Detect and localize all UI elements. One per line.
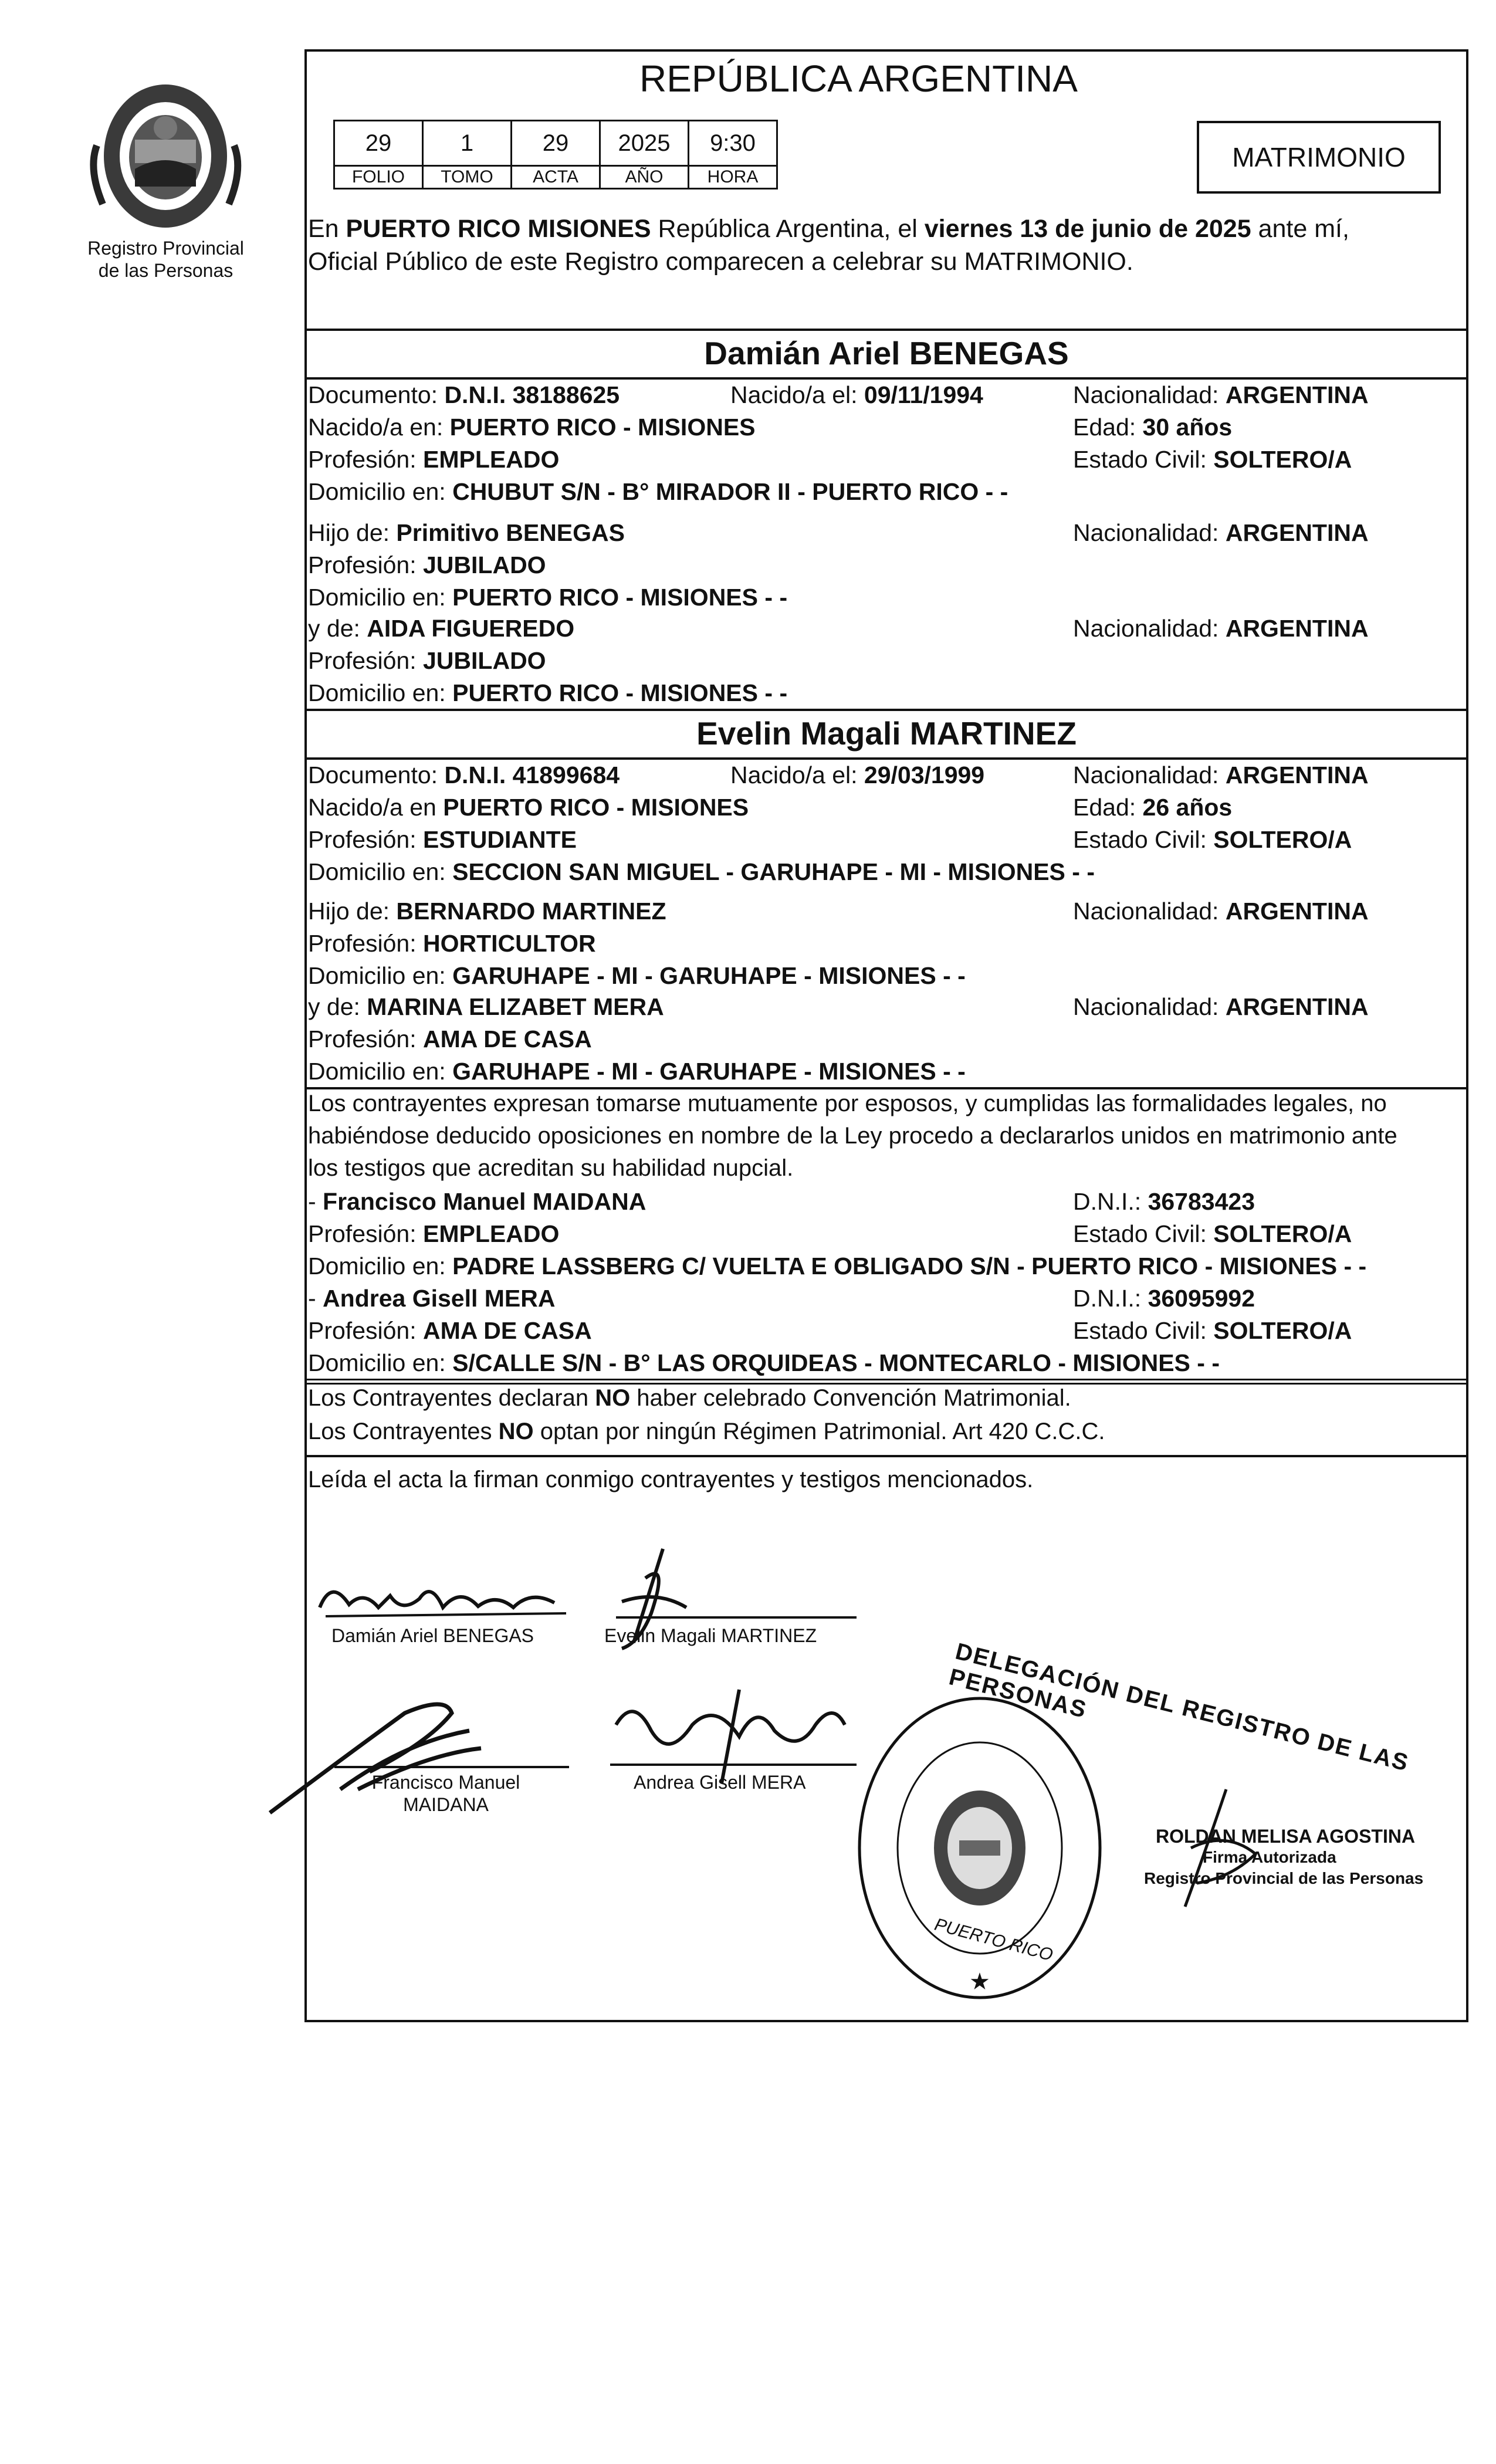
province-seal	[79, 75, 252, 233]
spouse2-civil-status	[1073, 825, 1352, 854]
value: CHUBUT S/N - B° MIRADOR II - PUERTO RICO - -	[452, 478, 1008, 505]
value: 26 años	[1142, 794, 1233, 821]
value: AIDA FIGUEREDO	[367, 615, 575, 642]
value: 29/03/1999	[864, 761, 985, 788]
label: Nacido/a en	[308, 794, 444, 821]
label: D.N.I.:	[1073, 1188, 1148, 1215]
witness2-address	[308, 1348, 1220, 1377]
value: Francisco Manuel MAIDANA	[323, 1188, 647, 1215]
label: Domicilio en:	[308, 1253, 453, 1280]
label: Nacido/a el:	[730, 381, 864, 408]
label: D.N.I.:	[1073, 1285, 1148, 1312]
value: SOLTERO/A	[1213, 1220, 1352, 1247]
spouse1-father-nationality	[1073, 518, 1369, 547]
label: Domicilio en:	[308, 962, 453, 989]
acta-value: 29	[512, 121, 600, 166]
value: PADRE LASSBERG C/ VUELTA E OBLIGADO S/N - PUERTO RICO - MISIONES - -	[452, 1253, 1367, 1280]
label: Estado Civil:	[1073, 1220, 1214, 1247]
label: Profesión:	[308, 446, 423, 473]
value: PUERTO RICO - MISIONES	[449, 414, 756, 441]
page-title: REPÚBLICA ARGENTINA	[639, 57, 1078, 100]
spouse2-mother	[308, 992, 664, 1021]
ceremony-place: PUERTO RICO MISIONES	[346, 215, 651, 243]
label: Nacionalidad:	[1073, 615, 1226, 642]
label: Nacionalidad:	[1073, 381, 1226, 408]
registry-caption-1: Registro Provincial	[87, 238, 244, 259]
official-name: ROLDAN MELISA AGOSTINA	[1156, 1826, 1416, 1847]
value: SOLTERO/A	[1213, 446, 1352, 473]
spouse1-age	[1073, 412, 1232, 442]
value: 30 años	[1142, 414, 1233, 441]
declaration-line-1: Los contrayentes expresan tomarse mutuamente por esposos, y cumplidas las formalidades legales, no	[308, 1091, 1387, 1116]
spouse1-father	[308, 518, 625, 547]
registry-table	[333, 120, 778, 189]
label: Nacionalidad:	[1073, 993, 1226, 1020]
value: AMA DE CASA	[423, 1317, 592, 1344]
spouse2-father-address	[308, 961, 966, 990]
official-role: Firma Autorizada	[1203, 1848, 1336, 1866]
signature-spouse1-label: Damián Ariel BENEGAS	[331, 1625, 534, 1646]
value: ESTUDIANTE	[423, 826, 577, 853]
convention-statement	[308, 1383, 1071, 1413]
value: BERNARDO MARTINEZ	[396, 898, 666, 925]
label: Profesión:	[308, 1317, 423, 1344]
signature-witness2-label: Andrea Gisell MERA	[634, 1772, 806, 1793]
intro-text-3: ante mí,	[1251, 215, 1349, 243]
spouse1-mother-profession	[308, 646, 546, 675]
intro-text-1: En	[308, 215, 346, 243]
value: GARUHAPE - MI - GARUHAPE - MISIONES - -	[452, 1058, 966, 1085]
value: 36095992	[1148, 1285, 1255, 1312]
stamp-ring-text: DELEGACIÓN DEL REGISTRO DE LAS PERSONAS	[946, 1638, 1412, 1776]
label: Nacionalidad:	[1073, 761, 1226, 788]
value: MARINA ELIZABET MERA	[367, 993, 664, 1020]
closing-statement: Leída el acta la firman conmigo contrayentes y testigos mencionados.	[308, 1467, 1034, 1492]
value: SECCION SAN MIGUEL - GARUHAPE - MI - MISIONES - -	[452, 858, 1095, 885]
label: Nacionalidad:	[1073, 519, 1226, 546]
spouse2-profession	[308, 825, 577, 854]
spouse2-mother-profession	[308, 1024, 592, 1054]
anio-value: 2025	[600, 121, 689, 166]
divider	[304, 377, 1468, 380]
spouse1-father-profession	[308, 550, 546, 580]
folio-label: FOLIO	[334, 166, 423, 189]
label: Nacionalidad:	[1073, 898, 1226, 925]
spouse2-birthdate	[730, 760, 984, 790]
intro-line-1	[308, 213, 1349, 245]
spouse2-father	[308, 896, 666, 926]
witness1-dni	[1073, 1187, 1255, 1216]
stamp-inner-text: PUERTO RICO	[932, 1914, 1055, 1965]
value: JUBILADO	[423, 551, 546, 578]
bullet: -	[308, 1188, 323, 1215]
regime-statement	[308, 1417, 1105, 1446]
spouse1-father-address	[308, 583, 787, 612]
witness2-dni	[1073, 1284, 1255, 1313]
value: Primitivo BENEGAS	[396, 519, 625, 546]
stamp-star: ★	[969, 1969, 990, 1995]
label: Documento:	[308, 381, 445, 408]
spouse2-mother-nationality	[1073, 992, 1369, 1021]
intro-text-2: República Argentina, el	[651, 215, 925, 243]
label: Domicilio en:	[308, 478, 453, 505]
registry-stamp-icon	[848, 1687, 1112, 2009]
spouse1-name: Damián Ariel BENEGAS	[704, 335, 1069, 371]
witness1-profession	[308, 1219, 559, 1248]
tomo-value: 1	[423, 121, 512, 166]
label: Profesión:	[308, 1025, 423, 1052]
label: Nacido/a en:	[308, 414, 450, 441]
intro-line-2: Oficial Público de este Registro comparecen a celebrar su MATRIMONIO.	[308, 248, 1133, 276]
value: D.N.I. 38188625	[444, 381, 620, 408]
witness2-profession	[308, 1316, 592, 1345]
spouse2-age	[1073, 793, 1232, 822]
negation: NO	[595, 1385, 631, 1411]
divider	[304, 757, 1468, 760]
label: Estado Civil:	[1073, 826, 1214, 853]
spouse1-mother	[308, 614, 574, 643]
value: Andrea Gisell MERA	[323, 1285, 556, 1312]
label: Profesión:	[308, 930, 423, 957]
value: S/CALLE S/N - B° LAS ORQUIDEAS - MONTECARLO - MISIONES - -	[452, 1349, 1220, 1376]
spouse2-father-nationality	[1073, 896, 1369, 926]
anio-label: AÑO	[600, 166, 689, 189]
acta-label: ACTA	[512, 166, 600, 189]
value: ARGENTINA	[1225, 761, 1369, 788]
value: GARUHAPE - MI - GARUHAPE - MISIONES - -	[452, 962, 966, 989]
label: Domicilio en:	[308, 1058, 453, 1085]
label: Domicilio en:	[308, 679, 453, 706]
text: haber celebrado Convención Matrimonial.	[630, 1385, 1071, 1411]
record-type-badge: MATRIMONIO	[1197, 121, 1441, 194]
divider	[304, 1379, 1468, 1380]
label: y de:	[308, 615, 367, 642]
label: Estado Civil:	[1073, 1317, 1214, 1344]
spouse2-birthplace	[308, 793, 749, 822]
value: AMA DE CASA	[423, 1025, 592, 1052]
spouse1-address	[308, 477, 1008, 506]
official-office: Registro Provincial de las Personas	[1144, 1869, 1424, 1887]
hora-value: 9:30	[689, 121, 777, 166]
label: Domicilio en:	[308, 584, 453, 611]
signature-witness1-label-1: Francisco Manuel	[371, 1772, 520, 1793]
witness2-name	[308, 1284, 555, 1313]
spouse1-document	[308, 380, 620, 409]
declaration-line-3: los testigos que acreditan su habilidad nupcial.	[308, 1155, 794, 1181]
spouse1-profession	[308, 445, 559, 474]
label: Hijo de:	[308, 898, 397, 925]
witness1-civil-status	[1073, 1219, 1352, 1248]
negation: NO	[498, 1419, 534, 1444]
value: HORTICULTOR	[423, 930, 596, 957]
divider	[304, 1455, 1468, 1457]
label: Estado Civil:	[1073, 446, 1214, 473]
value: D.N.I. 41899684	[444, 761, 620, 788]
spouse1-nationality	[1073, 380, 1369, 409]
label: Nacido/a el:	[730, 761, 864, 788]
text: Los Contrayentes declaran	[308, 1385, 595, 1411]
divider	[304, 709, 1468, 711]
spouse2-nationality	[1073, 760, 1369, 790]
ceremony-date: viernes 13 de junio de 2025	[924, 215, 1251, 243]
spouse1-civil-status	[1073, 445, 1352, 474]
value: ARGENTINA	[1225, 615, 1369, 642]
value: PUERTO RICO - MISIONES - -	[452, 679, 788, 706]
value: 36783423	[1148, 1188, 1255, 1215]
value: JUBILADO	[423, 647, 546, 674]
signature-spouse2-label: Evelin Magali MARTINEZ	[604, 1625, 817, 1646]
witness2-civil-status	[1073, 1316, 1352, 1345]
value: SOLTERO/A	[1213, 1317, 1352, 1344]
text: optan por ningún Régimen Patrimonial. Art 420 C.C.C.	[533, 1419, 1105, 1444]
value: 09/11/1994	[864, 381, 983, 408]
tomo-label: TOMO	[423, 166, 512, 189]
value: EMPLEADO	[423, 1220, 560, 1247]
spouse2-mother-address	[308, 1057, 966, 1086]
registry-caption-2: de las Personas	[98, 260, 233, 281]
spouse2-document	[308, 760, 620, 790]
text: Los Contrayentes	[308, 1419, 499, 1444]
label: Domicilio en:	[308, 858, 453, 885]
label: Domicilio en:	[308, 1349, 453, 1376]
spouse2-name: Evelin Magali MARTINEZ	[696, 715, 1077, 752]
witness1-address	[308, 1251, 1366, 1281]
label: Profesión:	[308, 647, 423, 674]
label: Profesión:	[308, 826, 423, 853]
value: PUERTO RICO - MISIONES - -	[452, 584, 788, 611]
value: SOLTERO/A	[1213, 826, 1352, 853]
value: PUERTO RICO - MISIONES	[443, 794, 749, 821]
label: Edad:	[1073, 414, 1143, 441]
value: ARGENTINA	[1225, 519, 1369, 546]
spouse2-address	[308, 857, 1095, 886]
value: ARGENTINA	[1225, 993, 1369, 1020]
label: y de:	[308, 993, 367, 1020]
spouse1-birthplace	[308, 412, 756, 442]
spouse1-mother-address	[308, 678, 787, 708]
spouse1-birthdate	[730, 380, 983, 409]
hora-label: HORA	[689, 166, 777, 189]
value: EMPLEADO	[423, 446, 560, 473]
divider	[304, 329, 1468, 331]
value: ARGENTINA	[1225, 898, 1369, 925]
label: Profesión:	[308, 1220, 423, 1247]
witness1-name	[308, 1187, 646, 1216]
declaration-line-2: habiéndose deducido oposiciones en nombre de la Ley procedo a declararlos unidos en matrimonio ante	[308, 1123, 1397, 1149]
bullet: -	[308, 1285, 323, 1312]
label: Documento:	[308, 761, 445, 788]
folio-value: 29	[334, 121, 423, 166]
label: Profesión:	[308, 551, 423, 578]
spouse2-father-profession	[308, 929, 596, 958]
value: ARGENTINA	[1225, 381, 1369, 408]
label: Hijo de:	[308, 519, 397, 546]
signature-witness1-label-2: MAIDANA	[403, 1794, 489, 1815]
province-seal-icon	[79, 75, 252, 233]
label: Edad:	[1073, 794, 1143, 821]
spouse1-mother-nationality	[1073, 614, 1369, 643]
